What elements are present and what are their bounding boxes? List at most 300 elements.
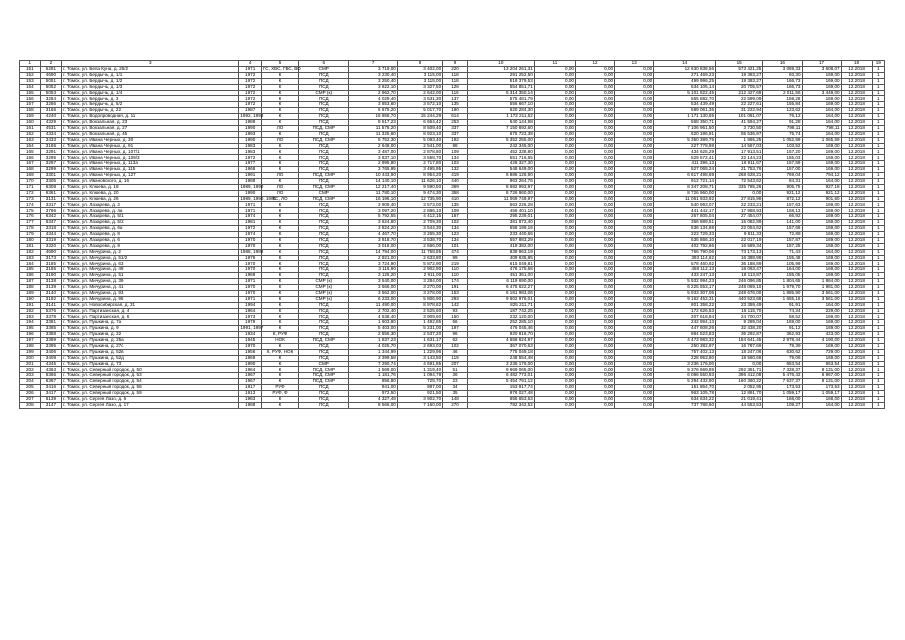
table-cell: 1 xyxy=(872,308,884,314)
table-cell: 551 716,65 xyxy=(467,155,534,161)
table-cell: 169,00 xyxy=(802,214,841,220)
table-cell: 2 878,80 xyxy=(397,149,442,155)
table-cell: 169,00 xyxy=(802,78,841,84)
table-cell: 558 199,16 xyxy=(467,226,534,232)
table-cell: г. Томск, ул. Сергея Лазо, д. 6 xyxy=(62,396,239,402)
table-cell: 5 476,42 xyxy=(763,373,802,379)
table-cell: 0,00 xyxy=(534,102,575,108)
table-cell: 3 561,00 xyxy=(802,290,841,296)
table-cell: 0,00 xyxy=(615,396,654,402)
table-cell: ПСД xyxy=(299,167,349,173)
table-cell: 499 996,25 xyxy=(654,78,716,84)
table-cell: 3433 xyxy=(40,137,62,143)
table-cell: г. Томск, ул. Лазарева, д. 2 xyxy=(62,202,239,208)
table-cell: 5376 xyxy=(40,308,62,314)
table-cell: 12.2018 xyxy=(841,131,872,137)
table-cell: 207 xyxy=(443,361,468,367)
table-cell: 5 806,90 xyxy=(397,296,442,302)
table-cell: 22 233,21 xyxy=(716,202,763,208)
table-cell: 441 442,17 xyxy=(654,208,716,214)
table-cell: 3186 xyxy=(40,143,62,149)
table-cell: 75,74 xyxy=(763,131,802,137)
table-cell: 0,00 xyxy=(575,178,614,184)
table-cell: г. Томск, ул. Ивана Черных, д. 109/3 xyxy=(62,155,239,161)
table-cell: ПСД xyxy=(299,161,349,167)
table-cell: 169,00 xyxy=(802,255,841,261)
table-cell: г. Томск, ул. Бердычь, д. 22 xyxy=(62,108,239,114)
table-cell: ПСД xyxy=(299,261,349,267)
table-cell: 0,00 xyxy=(534,214,575,220)
table-cell: К xyxy=(261,302,298,308)
table-cell: 208 xyxy=(20,402,41,408)
table-cell: 155 xyxy=(20,90,41,96)
table-cell: 0,00 xyxy=(534,202,575,208)
table-cell: 0,00 xyxy=(534,96,575,102)
table-cell: 5052 xyxy=(40,84,62,90)
table-cell: 12.2018 xyxy=(841,67,872,73)
table-cell: 474 xyxy=(443,249,468,255)
table-cell: 0,00 xyxy=(534,255,575,261)
table-cell: 0,00 xyxy=(615,72,654,78)
table-cell: 159 xyxy=(20,114,41,120)
table-cell: 3381 xyxy=(40,320,62,326)
table-cell: 458 112,13 xyxy=(654,267,716,273)
table-cell: г. Томск, ул. Клюева, д. 20 xyxy=(62,190,239,196)
table-cell: 174 xyxy=(20,202,41,208)
table-cell: 3 837,10 xyxy=(349,155,397,161)
table-cell: 9 474,30 xyxy=(397,190,442,196)
table-cell: 1 xyxy=(872,149,884,155)
table-cell: 614 xyxy=(443,114,468,120)
table-cell: 1968 xyxy=(239,167,262,173)
table-cell: 1 xyxy=(872,125,884,131)
table-cell: 192 xyxy=(443,137,468,143)
table-cell: 1971 xyxy=(239,202,262,208)
table-cell: 0,00 xyxy=(534,290,575,296)
table-cell: СМР (к) xyxy=(299,279,349,285)
table-cell: 0,00 xyxy=(534,108,575,114)
table-cell: 15 082,89 xyxy=(716,220,763,226)
table-cell: 825 211,71 xyxy=(467,302,534,308)
table-cell: 3416 xyxy=(40,385,62,391)
table-cell: г. Томск, ул. Бела Куна, д. 26/2 xyxy=(62,67,239,73)
table-cell: г. Томск, ул. Ивановского, д. 16 xyxy=(62,178,239,184)
table-cell: 1 xyxy=(872,379,884,385)
table-cell: 0,00 xyxy=(575,102,614,108)
table-cell: 164 xyxy=(20,143,41,149)
table-cell: 1983 xyxy=(239,396,262,402)
table-cell: 1 xyxy=(872,332,884,338)
table-cell: 5 314 350,14 xyxy=(467,90,534,96)
table-cell: К xyxy=(261,402,298,408)
table-cell: г. Томск, ул. Лазарева, д. 8 xyxy=(62,231,239,237)
table-cell: 169,00 xyxy=(802,355,841,361)
table-cell: 0,00 xyxy=(575,261,614,267)
table-cell: 0,00 xyxy=(534,90,575,96)
table-cell: 0,00 xyxy=(575,267,614,273)
table-cell: 169,00 xyxy=(802,314,841,320)
table-cell: 2 648,00 xyxy=(349,143,397,149)
table-cell: К xyxy=(261,108,298,114)
table-cell: ПСД xyxy=(299,390,349,396)
table-cell: 640 144,98 xyxy=(467,120,534,126)
table-cell: 0,00 xyxy=(575,390,614,396)
table-cell: 7 150 692,60 xyxy=(467,125,534,131)
table-cell: 0,00 xyxy=(615,337,654,343)
table-cell: 126 xyxy=(443,84,468,90)
table-cell: 248 069,10 xyxy=(716,284,763,290)
table-cell: 12.2018 xyxy=(841,302,872,308)
table-cell: 105,99 xyxy=(763,261,802,267)
table-cell: 0,00 xyxy=(615,190,654,196)
table-cell: 0,00 xyxy=(615,367,654,373)
table-cell: 0,00 xyxy=(534,190,575,196)
table-cell: 1981 xyxy=(239,220,262,226)
table-cell: К xyxy=(261,208,298,214)
table-cell: 8 726 960,00 xyxy=(467,190,534,196)
table-cell: 0,00 xyxy=(534,173,575,179)
table-cell: 839 963,19 xyxy=(467,249,534,255)
table-cell: 169,00 xyxy=(802,96,841,102)
table-cell: 1 xyxy=(872,337,884,343)
table-cell: 1 xyxy=(872,102,884,108)
table-cell: 72,88 xyxy=(763,231,802,237)
table-cell: 191 xyxy=(443,284,468,290)
table-cell: 1917 xyxy=(239,385,262,391)
table-cell: К xyxy=(261,202,298,208)
table-cell: 1945 xyxy=(239,337,262,343)
table-cell: 1 569,00 xyxy=(349,367,397,373)
table-cell: 367 070,63 xyxy=(467,343,534,349)
table-cell: 4 190,00 xyxy=(802,337,841,343)
table-cell: ПСД xyxy=(299,208,349,214)
table-cell: 0,00 xyxy=(615,402,654,408)
table-cell: 6347 xyxy=(40,220,62,226)
table-cell: ТС, ЛО xyxy=(261,196,298,202)
table-cell: 5 294 432,90 xyxy=(654,379,716,385)
table-cell: г. Томск, ул. Бердычь, д. 1/4 xyxy=(62,90,239,96)
table-cell: 162 xyxy=(20,131,41,137)
table-cell: 167 xyxy=(20,161,41,167)
table-cell: 4 025,70 xyxy=(349,343,397,349)
table-cell: 0,00 xyxy=(615,273,654,279)
table-cell: 0,00 xyxy=(534,67,575,73)
table-cell: 0,00 xyxy=(575,167,614,173)
table-cell: 157,63 xyxy=(763,202,802,208)
table-cell: ПСД, СМР xyxy=(299,379,349,385)
table-cell: 769,04 xyxy=(763,173,802,179)
table-cell: 3 278,00 xyxy=(397,290,442,296)
table-cell: 381 872,40 xyxy=(467,220,534,226)
table-cell: 157,87 xyxy=(763,237,802,243)
table-cell: 0,00 xyxy=(615,173,654,179)
table-cell: 476 175,68 xyxy=(467,267,534,273)
table-cell: 207 xyxy=(20,396,41,402)
table-cell: 1970 xyxy=(239,284,262,290)
table-cell: 46 xyxy=(443,349,468,355)
table-cell: 12.2018 xyxy=(841,90,872,96)
table-cell: 1964 xyxy=(239,308,262,314)
table-cell: 775 049,18 xyxy=(467,349,534,355)
table-cell: г. Томск, ул. Мичурина, д. 39 xyxy=(62,279,239,285)
table-cell: 1972 xyxy=(239,90,262,96)
table-cell: 0,00 xyxy=(575,78,614,84)
table-cell: 0,00 xyxy=(615,385,654,391)
table-cell: 4344 xyxy=(40,231,62,237)
table-cell: 248 676,00 xyxy=(716,290,763,296)
table-cell: 0,00 xyxy=(615,84,654,90)
table-cell: 0,00 xyxy=(575,284,614,290)
table-cell: г. Томск, ул. Бердычь, д. 3 xyxy=(62,96,239,102)
table-cell: 0,00 xyxy=(615,355,654,361)
column-number-header: 9 xyxy=(443,61,468,67)
table-cell: 12.2018 xyxy=(841,308,872,314)
table-cell: 17 913,51 xyxy=(716,149,763,155)
table-cell: 434 625,29 xyxy=(654,149,716,155)
table-cell: 0,00 xyxy=(615,125,654,131)
table-cell: 0,00 xyxy=(534,137,575,143)
table-cell: 232 120,00 xyxy=(467,314,534,320)
column-number-header: 12 xyxy=(575,61,614,67)
table-cell: 183 xyxy=(20,255,41,261)
table-cell: К xyxy=(261,320,298,326)
column-number-header: 17 xyxy=(802,61,841,67)
table-cell: К xyxy=(261,167,298,173)
table-cell: 1 xyxy=(872,284,884,290)
table-cell: 568 350,71 xyxy=(654,120,716,126)
table-cell: 16 388,98 xyxy=(716,255,763,261)
table-cell: 2 886,10 xyxy=(397,208,442,214)
table-cell: РУФ xyxy=(261,385,298,391)
table-cell: 3305 xyxy=(40,178,62,184)
table-cell: 1 xyxy=(872,267,884,273)
table-cell: 1 xyxy=(872,314,884,320)
table-cell: 169,00 xyxy=(802,320,841,326)
table-cell: 267 805,04 xyxy=(654,214,716,220)
table-cell: 1 837,23 xyxy=(349,337,397,343)
table-cell: 0,00 xyxy=(615,349,654,355)
table-cell: 0,00 xyxy=(534,196,575,202)
table-cell: К xyxy=(261,296,298,302)
table-cell: 1 xyxy=(872,90,884,96)
table-cell: 0,00 xyxy=(615,120,654,126)
table-cell: г. Томск, ул. Мичурина, д. 49 xyxy=(62,267,239,273)
table-cell: 169,00 xyxy=(802,202,841,208)
table-cell: 155,05 xyxy=(763,273,802,279)
table-cell: г. Томск, ул. Мичурина, д. 93 xyxy=(62,290,239,296)
table-cell: К xyxy=(261,373,298,379)
table-cell: 12.2018 xyxy=(841,355,872,361)
table-cell: 0,00 xyxy=(575,379,614,385)
table-cell: 153 xyxy=(443,290,468,296)
table-cell: 0,00 xyxy=(615,320,654,326)
table-cell: 555 882,70 xyxy=(654,96,716,102)
table-cell: 534 105,14 xyxy=(654,84,716,90)
table-cell: 0,00 xyxy=(534,314,575,320)
table-cell: 1988 xyxy=(239,178,262,184)
table-cell: 3139 xyxy=(40,284,62,290)
table-cell: 4 691,85 xyxy=(397,361,442,367)
table-cell: 554 851,71 xyxy=(467,84,534,90)
table-cell: 402 792,66 xyxy=(654,243,716,249)
table-cell: 0,00 xyxy=(534,114,575,120)
table-cell: 12.2018 xyxy=(841,84,872,90)
table-cell: 233 440,66 xyxy=(467,231,534,237)
table-cell: ПСД xyxy=(299,396,349,402)
table-cell: ПСД xyxy=(299,155,349,161)
table-cell: г. Томск, ул. Мичурина, д. 63 xyxy=(62,261,239,267)
table-cell: 653,54 xyxy=(802,361,841,367)
table-cell: 12.2018 xyxy=(841,373,872,379)
table-cell: К xyxy=(261,102,298,108)
table-cell: г. Томск, ул. Ивана Черных, д. 30 xyxy=(62,137,239,143)
table-cell: 5 350 389,75 xyxy=(654,137,716,143)
table-cell: 4 538,40 xyxy=(349,314,397,320)
table-cell: 0,00 xyxy=(615,231,654,237)
table-cell: 3 270,00 xyxy=(397,284,442,290)
table-cell: г. Томск, ул. Пушкина, д. 7а xyxy=(62,320,239,326)
table-cell: 2 541,00 xyxy=(397,143,442,149)
table-cell: 8 923,10 xyxy=(397,131,442,137)
table-cell: ПСД xyxy=(299,231,349,237)
column-number-header: 13 xyxy=(615,61,654,67)
table-cell: 921,12 xyxy=(763,190,802,196)
table-cell: ПСД xyxy=(299,96,349,102)
table-cell: 419 382,00 xyxy=(467,243,534,249)
table-cell: ПСД xyxy=(299,243,349,249)
table-cell: 1 979,70 xyxy=(763,284,802,290)
table-cell: 3299 xyxy=(40,167,62,173)
table-cell: 0,00 xyxy=(534,249,575,255)
table-cell: 1 631,17 xyxy=(397,337,442,343)
table-cell: 872,12 xyxy=(763,196,802,202)
table-cell: 164,00 xyxy=(763,267,802,273)
table-cell: 1970 xyxy=(239,290,262,296)
capital-repair-register-table xyxy=(19,60,885,409)
table-cell: 3 818,70 xyxy=(349,237,397,243)
table-cell: 3417 xyxy=(40,390,62,396)
table-cell: 12.2018 xyxy=(841,267,872,273)
table-cell: 0,00 xyxy=(575,373,614,379)
table-cell: 3388 xyxy=(40,332,62,338)
table-cell: г. Томск, ул. Вокзальная, д. 27 xyxy=(62,125,239,131)
table-cell: К xyxy=(261,261,298,267)
table-cell: 185 xyxy=(20,267,41,273)
table-cell: 1 xyxy=(872,114,884,120)
table-cell: ПСД xyxy=(299,149,349,155)
table-cell: 79,39 xyxy=(763,343,802,349)
table-cell: 527 065,24 xyxy=(654,167,716,173)
table-cell: 0,00 xyxy=(615,108,654,114)
table-cell: 3389 xyxy=(40,337,62,343)
table-cell: 8 131,00 xyxy=(802,379,841,385)
table-cell: 199 xyxy=(20,349,41,355)
table-cell: 18 063,47 xyxy=(716,267,763,273)
table-cell: 393 114,62 xyxy=(654,255,716,261)
table-cell: 34 xyxy=(443,385,468,391)
table-cell: 12.2018 xyxy=(841,220,872,226)
table-cell: 1989, 1990 xyxy=(240,183,264,189)
table-cell: 1 xyxy=(872,361,884,367)
table-cell: К xyxy=(261,396,298,402)
table-cell: 0,00 xyxy=(575,332,614,338)
table-cell: 228 953,80 xyxy=(654,355,716,361)
table-cell: 1990 xyxy=(239,125,262,131)
table-cell: К xyxy=(261,214,298,220)
table-cell: 1 xyxy=(872,249,884,255)
table-cell: 6366 xyxy=(40,373,62,379)
table-cell: 73 173,13 xyxy=(716,249,763,255)
table-cell: 12.2018 xyxy=(841,237,872,243)
table-cell: 1972 xyxy=(239,96,262,102)
table-cell: 169,00 xyxy=(802,149,841,155)
table-cell: 3 631,30 xyxy=(397,96,442,102)
column-number-header: 5 xyxy=(261,61,298,67)
table-cell: 1972 xyxy=(239,155,262,161)
table-cell: 1983 xyxy=(239,143,262,149)
table-cell: г. Томск, ул. Бердычь, д. 1/1 xyxy=(62,72,239,78)
table-cell: 0,00 xyxy=(534,267,575,273)
table-cell: 0,00 xyxy=(575,314,614,320)
table-cell: 1974 xyxy=(239,231,262,237)
table-cell: 2 978,44 xyxy=(763,337,802,343)
table-cell: 1 655,16 xyxy=(763,296,802,302)
table-cell: 110 xyxy=(443,273,468,279)
table-cell: 12.2018 xyxy=(841,102,872,108)
table-cell: 1913 xyxy=(239,390,262,396)
table-cell: 229,00 xyxy=(802,308,841,314)
table-cell: 6367 xyxy=(40,379,62,385)
table-cell: 3 399,58 xyxy=(349,355,397,361)
table-cell: 3166 xyxy=(40,108,62,114)
table-cell: 12.2018 xyxy=(841,349,872,355)
table-cell: 32 438,20 xyxy=(716,326,763,332)
table-cell: 369 xyxy=(443,184,468,190)
table-cell: 3408 xyxy=(40,355,62,361)
table-cell: 0,00 xyxy=(615,326,654,332)
table-cell: 31 222,94 xyxy=(716,108,763,114)
table-cell: 22 144,23 xyxy=(716,155,763,161)
table-cell: 575 481,79 xyxy=(467,96,534,102)
table-cell: 3140 xyxy=(40,290,62,296)
table-cell: 548 649,00 xyxy=(467,167,534,173)
table-cell: г. Томск, ул. Пушкина, д. 52д xyxy=(62,355,239,361)
table-cell: 1 xyxy=(872,108,884,114)
table-cell: 27 454,07 xyxy=(716,214,763,220)
table-cell: 188 xyxy=(20,284,41,290)
table-cell: 12 891,70 xyxy=(716,390,763,396)
column-number-header: 11 xyxy=(534,61,575,67)
table-cell: 12.2018 xyxy=(841,290,872,296)
table-cell: ПСД xyxy=(299,131,349,137)
table-cell: 0,00 xyxy=(575,196,614,202)
table-cell: К xyxy=(261,120,298,126)
table-cell: 252 285,10 xyxy=(467,320,534,326)
table-cell: 0,00 xyxy=(575,220,614,226)
table-cell: 976 027,48 xyxy=(467,390,534,396)
table-cell: 6 664,42 xyxy=(397,120,442,126)
table-cell: 7 328,37 xyxy=(763,367,802,373)
table-cell: ПСД xyxy=(299,402,349,408)
table-cell: 0,00 xyxy=(615,178,654,184)
table-cell: 158 xyxy=(20,108,41,114)
table-cell: 116 xyxy=(443,90,468,96)
column-number-header: 18 xyxy=(841,61,872,67)
table-cell: г. Томск, ул. Лазарева, д. 5/1 xyxy=(62,214,239,220)
table-cell: 433 247,13 xyxy=(654,273,716,279)
table-cell: К, РУФ xyxy=(261,332,298,338)
table-cell: 175 xyxy=(20,208,41,214)
